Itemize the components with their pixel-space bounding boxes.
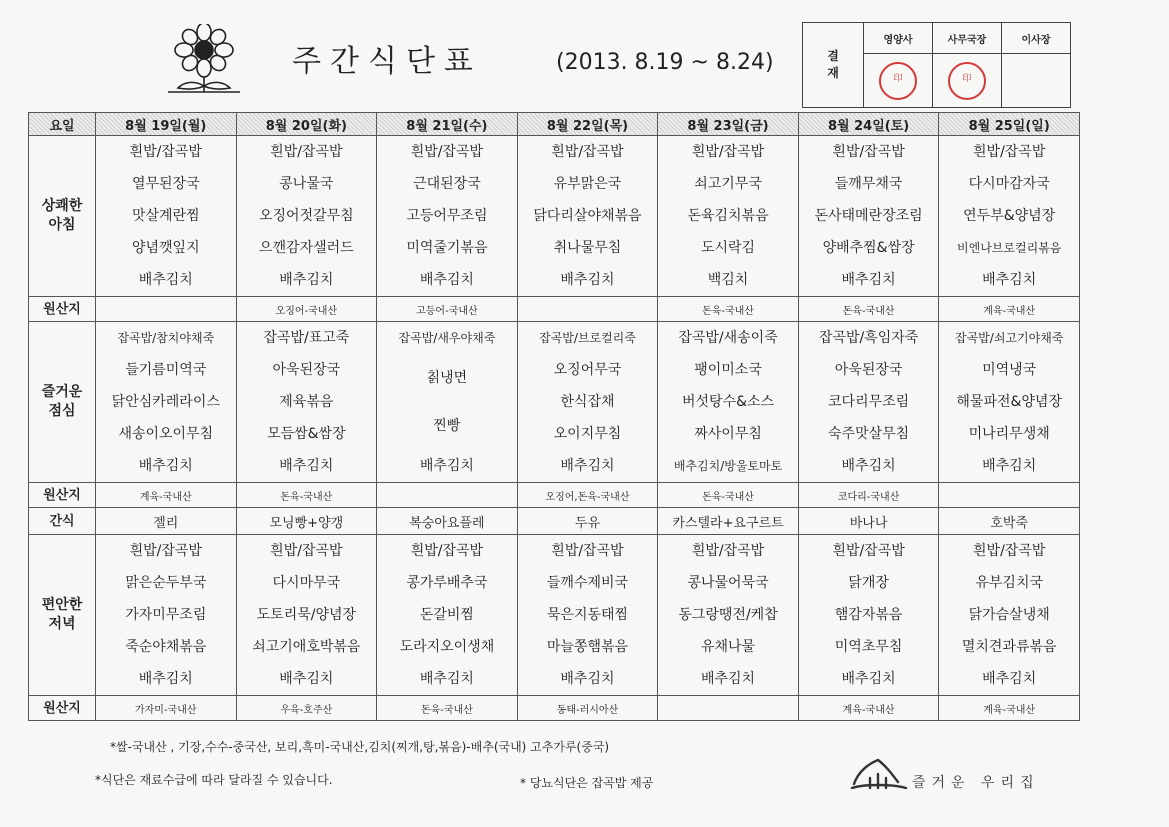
menu-item: 배추김치 (982, 458, 1037, 474)
page-title: 주간식단표 (292, 44, 482, 79)
lunch-origin-1: 돈육-국내산 (236, 483, 377, 508)
breakfast-row (29, 136, 1080, 297)
breakfast-origin-4: 돈육-국내산 (658, 297, 799, 322)
day-header-4: 8월 23일(금) (658, 113, 799, 136)
day-header-label: 요일 (29, 113, 96, 136)
breakfast-origin-1: 오징어-국내산 (236, 297, 377, 322)
breakfast-cell-5 (798, 136, 939, 297)
approval-role-director: 이사장 (1002, 23, 1071, 54)
menu-item: 배추김치 (841, 272, 896, 288)
menu-item: 흰밥/잡곡밥 (691, 543, 765, 559)
menu-item: 미나리무생채 (968, 426, 1050, 442)
lunch-cell-1 (236, 322, 377, 483)
dinner-origin-4 (658, 696, 799, 721)
dinner-cell-3 (517, 535, 658, 696)
menu-item: 배추김치 (700, 671, 756, 687)
menu-item: 돈갈비찜 (419, 607, 474, 623)
menu-item: 닭다리살야채볶음 (533, 208, 642, 224)
menu-item: 찐빵 (433, 418, 461, 434)
snack-label: 간식 (29, 508, 96, 535)
menu-item: 칡냉면 (426, 370, 468, 386)
menu-item: 열무된장국 (131, 176, 200, 192)
menu-item: 배추김치 (560, 671, 615, 687)
menu-item: 배추김치 (419, 671, 474, 687)
breakfast-cell-1 (236, 136, 377, 297)
approval-seal-nutritionist (864, 54, 933, 108)
breakfast-origin-0 (96, 297, 237, 322)
snack-cell-4: 카스텔라+요구르트 (658, 508, 799, 535)
day-header-row (29, 113, 1080, 136)
breakfast-cell-6 (939, 136, 1080, 297)
breakfast-cell-2 (377, 136, 518, 297)
breakfast-cell-4 (658, 136, 799, 297)
lunch-origin-0: 계육-국내산 (96, 483, 237, 508)
menu-item: 배추김치 (279, 458, 334, 474)
snack-cell-3: 두유 (517, 508, 658, 535)
day-header-6: 8월 25일(일) (939, 113, 1080, 136)
breakfast-origin-6: 계육-국내산 (939, 297, 1080, 322)
menu-item: 콩나물어묵국 (687, 575, 769, 591)
dinner-cell-4 (658, 535, 799, 696)
lunch-cell-0 (96, 322, 237, 483)
seal-stamp-icon: 印 (948, 62, 986, 100)
menu-item: 연두부&양념장 (963, 208, 1056, 224)
menu-item: 배추김치/방울토마토 (673, 459, 783, 473)
menu-item: 한식잡채 (560, 394, 615, 410)
menu-item: 흰밥/잡곡밥 (129, 543, 202, 559)
menu-item: 숙주맛살무침 (828, 426, 910, 442)
dinner-row (29, 535, 1080, 696)
menu-item: 묵은지동태찜 (546, 607, 629, 623)
menu-item: 양배추찜&쌈장 (822, 240, 915, 256)
dinner-cell-6 (939, 535, 1080, 696)
menu-item: 다시마무국 (272, 575, 341, 591)
lunch-origin-row (29, 483, 1080, 508)
home-logo-icon (848, 754, 908, 792)
menu-item: 흰밥/잡곡밥 (691, 144, 765, 160)
dinner-origin-3: 동태-러시아산 (517, 696, 658, 721)
menu-item: 배추김치 (419, 458, 474, 474)
menu-item: 들깨무채국 (834, 176, 903, 192)
dinner-origin-row (29, 696, 1080, 721)
menu-item: 해물파전&양념장 (956, 394, 1062, 410)
menu-item: 흰밥/잡곡밥 (270, 543, 343, 559)
approval-box (802, 22, 1071, 108)
lunch-origin-5: 코다리-국내산 (798, 483, 939, 508)
menu-item: 배추김치 (279, 671, 334, 687)
dinner-cell-2 (377, 535, 518, 696)
breakfast-origin-row (29, 297, 1080, 322)
dinner-cell-5 (798, 535, 939, 696)
breakfast-origin-3 (517, 297, 658, 322)
date-range: (2013. 8.19 ~ 8.24) (556, 50, 774, 75)
menu-item: 근대된장국 (413, 176, 481, 192)
menu-item: 잡곡밥/새우야채죽 (398, 331, 496, 345)
menu-item: 흰밥/잡곡밥 (832, 543, 905, 559)
approval-seal-director (1002, 54, 1071, 108)
diabetic-note: * 당뇨식단은 잡곡밥 제공 (520, 776, 654, 790)
day-header-1: 8월 20일(화) (236, 113, 377, 136)
dinner-origin-1: 우육-호주산 (236, 696, 377, 721)
menu-item: 돈육김치볶음 (687, 208, 769, 224)
menu-item: 흰밥/잡곡밥 (129, 144, 202, 160)
menu-item: 아욱된장국 (272, 362, 341, 378)
menu-item: 배추김치 (560, 458, 615, 474)
menu-item: 버섯탕수&소스 (682, 394, 775, 410)
menu-item: 맑은순두부국 (125, 575, 207, 591)
lunch-cell-3 (517, 322, 658, 483)
seal-stamp-icon: 印 (879, 62, 917, 100)
approval-seal-office-manager (933, 54, 1002, 108)
menu-item: 미역초무침 (834, 639, 903, 655)
menu-item: 흰밥/잡곡밥 (832, 144, 905, 160)
dinner-origin-5: 계육-국내산 (798, 696, 939, 721)
snack-cell-6: 호박죽 (939, 508, 1080, 535)
menu-item: 유부맑은국 (553, 176, 622, 192)
lunch-origin-3: 오징어,돈육-국내산 (517, 483, 658, 508)
lunch-row (29, 322, 1080, 483)
menu-item: 들깨수제비국 (546, 575, 629, 591)
dinner-origin-0: 가자미-국내산 (96, 696, 237, 721)
approval-role-nutritionist: 영양사 (864, 23, 933, 54)
lunch-origin-4: 돈육-국내산 (658, 483, 799, 508)
menu-item: 배추김치 (982, 671, 1037, 687)
dinner-cell-1 (236, 535, 377, 696)
menu-item: 멸치견과류볶음 (961, 639, 1057, 655)
menu-item: 제육볶음 (279, 394, 334, 410)
lunch-cell-5 (798, 322, 939, 483)
menu-item: 배추김치 (419, 272, 474, 288)
breakfast-origin-2: 고등어-국내산 (377, 297, 518, 322)
menu-item: 동그랑땡전/케찹 (678, 607, 778, 623)
menu-item: 흰밥/잡곡밥 (410, 543, 484, 559)
menu-item: 새송이오이무침 (118, 426, 214, 442)
dinner-origin-2: 돈육-국내산 (377, 696, 518, 721)
menu-item: 고등어무조림 (406, 208, 488, 224)
breakfast-cell-3 (517, 136, 658, 297)
menu-item: 유채나물 (700, 639, 756, 655)
menu-item: 배추김치 (138, 458, 193, 474)
snack-cell-1: 모닝빵+양갱 (236, 508, 377, 535)
menu-item: 으깬감자샐러드 (259, 240, 354, 256)
menu-item: 배추김치 (841, 458, 896, 474)
day-header-0: 8월 19일(월) (96, 113, 237, 136)
lunch-origin-6 (939, 483, 1080, 508)
day-header-2: 8월 21일(수) (377, 113, 518, 136)
menu-item: 닭개장 (848, 575, 889, 591)
menu-item: 취나물무침 (553, 240, 622, 256)
menu-item: 닭안심카레라이스 (111, 394, 220, 410)
origin-label: 원산지 (29, 483, 96, 508)
dinner-label: 편안한 저녁 (29, 535, 96, 696)
menu-item: 오징어젓갈무침 (259, 208, 354, 224)
menu-item: 잡곡밥/쇠고기야채죽 (955, 331, 1064, 345)
dinner-cell-0 (96, 535, 237, 696)
menu-item: 콩가루배추국 (406, 575, 488, 591)
lunch-label: 즐거운 점심 (29, 322, 96, 483)
menu-item: 들기름미역국 (125, 362, 207, 378)
menu-item: 마늘쫑햄볶음 (546, 639, 629, 655)
menu-item: 가자미무조림 (125, 607, 207, 623)
ingredient-origin-note: *쌀-국내산 , 기장,수수-중국산, 보리,흑미-국내산,김치(찌개,탕,볶음)-배추(국내) 고추가루(중국) (110, 740, 610, 754)
menu-item: 흰밥/잡곡밥 (270, 144, 343, 160)
menu-item: 배추김치 (560, 272, 615, 288)
menu-item: 돈사태메란장조림 (814, 208, 923, 224)
day-header-3: 8월 22일(목) (517, 113, 658, 136)
lunch-cell-2 (377, 322, 518, 483)
menu-item: 오징어무국 (553, 362, 622, 378)
supply-note: *식단은 재료수급에 따라 달라질 수 있습니다. (95, 773, 333, 787)
menu-item: 다시마감자국 (968, 176, 1050, 192)
menu-item: 팽이미소국 (694, 362, 762, 378)
menu-item: 잡곡밥/참치야채죽 (117, 331, 215, 345)
menu-item: 잡곡밥/브로컬리죽 (539, 331, 636, 345)
menu-item: 도라지오이생채 (399, 639, 495, 655)
snack-cell-0: 젤리 (96, 508, 237, 535)
breakfast-origin-5: 돈육-국내산 (798, 297, 939, 322)
menu-item: 도시락김 (700, 240, 756, 256)
menu-item: 모듬쌈&쌈장 (267, 426, 346, 442)
snack-cell-5: 바나나 (798, 508, 939, 535)
logo-text: 즐거운 우리집 (912, 775, 1040, 791)
menu-item: 흰밥/잡곡밥 (551, 543, 624, 559)
snack-row (29, 508, 1080, 535)
lunch-origin-2 (377, 483, 518, 508)
menu-item: 유부김치국 (975, 575, 1043, 591)
flower-icon (148, 24, 260, 94)
menu-item: 아욱된장국 (834, 362, 903, 378)
dinner-origin-6: 계육-국내산 (939, 696, 1080, 721)
menu-item: 흰밥/잡곡밥 (410, 144, 484, 160)
approval-label: 결 재 (803, 23, 864, 108)
menu-item: 쇠고기무국 (694, 176, 762, 192)
menu-item: 배추김치 (279, 272, 334, 288)
breakfast-cell-0 (96, 136, 237, 297)
menu-item: 비엔나브로컬리볶음 (957, 241, 1062, 255)
menu-item: 잡곡밥/표고죽 (263, 330, 350, 346)
approval-role-office-manager: 사무국장 (933, 23, 1002, 54)
lunch-cell-4 (658, 322, 799, 483)
origin-label: 원산지 (29, 297, 96, 322)
menu-item: 맛살계란찜 (131, 208, 200, 224)
menu-item: 흰밥/잡곡밥 (973, 144, 1046, 160)
menu-item: 배추김치 (138, 272, 193, 288)
origin-label: 원산지 (29, 696, 96, 721)
day-header-5: 8월 24일(토) (798, 113, 939, 136)
snack-cell-2: 복숭아요플레 (377, 508, 518, 535)
menu-item: 쇠고기애호박볶음 (252, 639, 361, 655)
lunch-cell-6 (939, 322, 1080, 483)
menu-item: 양념깻잎지 (131, 240, 200, 256)
weekly-menu-table (28, 112, 1080, 721)
menu-item: 미역줄기볶음 (406, 240, 488, 256)
menu-item: 배추김치 (982, 272, 1037, 288)
menu-item: 흰밥/잡곡밥 (973, 543, 1046, 559)
menu-item: 코다리무조림 (828, 394, 910, 410)
menu-item: 오이지무침 (553, 426, 622, 442)
menu-item: 배추김치 (138, 671, 193, 687)
menu-item: 콩나물국 (279, 176, 334, 192)
breakfast-label: 상쾌한 아침 (29, 136, 96, 297)
menu-item: 백김치 (707, 272, 749, 288)
menu-item: 잡곡밥/새송이죽 (678, 330, 778, 346)
menu-item: 미역냉국 (982, 362, 1037, 378)
menu-item: 배추김치 (841, 671, 896, 687)
menu-item: 잡곡밥/흑임자죽 (818, 330, 919, 346)
menu-item: 햄감자볶음 (834, 607, 903, 623)
menu-item: 도토리묵/양념장 (256, 607, 357, 623)
menu-item: 흰밥/잡곡밥 (551, 144, 624, 160)
menu-item: 닭가슴살냉채 (968, 607, 1050, 623)
menu-item: 죽순야채볶음 (125, 639, 207, 655)
menu-item: 짜사이무침 (694, 426, 762, 442)
